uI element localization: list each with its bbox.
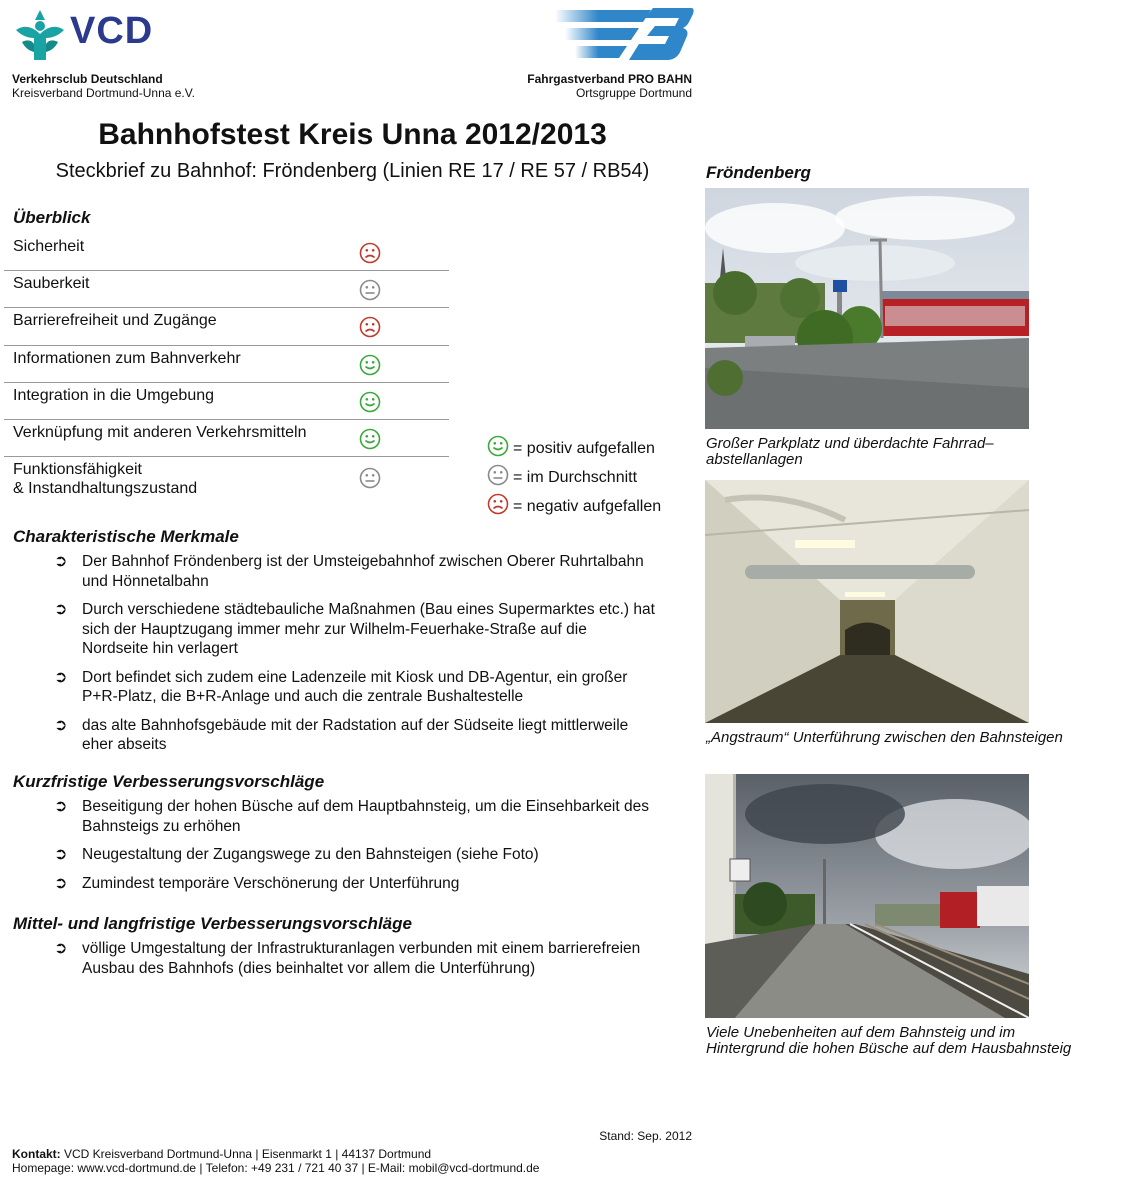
overview-heading: Überblick xyxy=(13,208,91,227)
merkmale-heading: Charakteristische Merkmale xyxy=(13,527,239,546)
overview-row xyxy=(4,308,449,346)
legend-neutral-label: = im Durchschnitt xyxy=(513,468,638,486)
vcd-logo xyxy=(12,8,172,64)
footer-contact-label: Kontakt: xyxy=(12,1147,61,1161)
list-item: ➲ das alte Bahnhofsgebäude mit der Radstation auf der Südseite liegt mittlerweile eher abseits xyxy=(54,716,629,753)
list-item: ➲ völlige Umgestaltung der Infrastrukturanlagen verbunden mit einem barrierefreien Ausbau des Bahnhofs (dies beinhaltet vor allem die Unterführung) xyxy=(54,940,641,977)
overview-row-label: Integration in die Umgebung xyxy=(13,387,215,404)
list-item: ➲ Der Bahnhof Fröndenberg ist der Umsteigebahnhof zwischen Oberer Ruhrtalbahn und Hönnetalbahn xyxy=(54,553,644,590)
overview-row-label: Sauberkeit xyxy=(13,275,90,292)
probahn-logo-icon xyxy=(555,6,695,64)
list-item: ➲ Neugestaltung der Zugangswege zu den Bahnsteigen (siehe Foto) xyxy=(54,846,539,863)
kurzfristig-heading: Kurzfristige Verbesserungsvorschläge xyxy=(13,772,325,791)
arrow-bullet-icon: ➲ xyxy=(54,846,68,863)
overview-row xyxy=(4,457,449,501)
photo-parking-caption: Großer Parkplatz und überdachte Fahrrad– abstellanlagen xyxy=(706,435,994,468)
vcd-org-line1: Verkehrsclub Deutschland xyxy=(12,72,163,86)
neutral-smiley-icon xyxy=(487,464,509,491)
negative-smiley-icon xyxy=(359,242,381,269)
negative-smiley-icon xyxy=(487,493,509,520)
neutral-smiley-icon xyxy=(359,279,381,306)
photo-parking xyxy=(705,188,1029,429)
overview-row xyxy=(4,383,449,420)
vcd-logo-icon xyxy=(12,8,68,62)
vcd-org-line2: Kreisverband Dortmund-Unna e.V. xyxy=(12,86,195,100)
legend-positive-label: = positiv aufgefallen xyxy=(513,439,655,457)
legend-neutral xyxy=(487,464,637,491)
arrow-bullet-icon: ➲ xyxy=(54,940,68,957)
legend-positive xyxy=(487,435,655,462)
overview-row-label: Sicherheit xyxy=(13,238,85,255)
arrow-bullet-icon: ➲ xyxy=(54,601,68,618)
photo-platform-caption: Viele Unebenheiten auf dem Bahnsteig und im Hintergrund die hohen Büsche auf dem Hausbahnsteig xyxy=(706,1024,1072,1057)
merkmale-list xyxy=(54,552,704,764)
overview-row xyxy=(4,271,449,308)
vcd-logo-text: VCD xyxy=(70,10,154,52)
arrow-bullet-icon: ➲ xyxy=(54,798,68,815)
positive-smiley-icon xyxy=(359,391,381,418)
photos-heading: Fröndenberg xyxy=(706,163,811,182)
legend-negative xyxy=(487,493,661,520)
vcd-org-name xyxy=(12,72,195,100)
positive-smiley-icon xyxy=(359,354,381,381)
list-item: ➲ Durch verschiedene städtebauliche Maßnahmen (Bau eines Supermarktes etc.) hat sich der Hauptzugang immer mehr zur Wilhelm-Feuerhake-Straße auf die Nordseite hin verlagert xyxy=(54,601,655,657)
overview-row xyxy=(4,234,449,271)
overview-row-label: Funktionsfähigkeit & Instandhaltungszustand xyxy=(13,461,198,497)
overview-row-label: Informationen zum Bahnverkehr xyxy=(13,350,241,367)
arrow-bullet-icon: ➲ xyxy=(54,668,68,686)
page-subtitle: Steckbrief zu Bahnhof: Fröndenberg (Linien RE 17 / RE 57 / RB54) xyxy=(55,160,650,182)
probahn-org-line2: Ortsgruppe Dortmund xyxy=(575,86,692,100)
arrow-bullet-icon: ➲ xyxy=(54,553,68,570)
positive-smiley-icon xyxy=(359,428,381,455)
positive-smiley-icon xyxy=(487,435,509,462)
probahn-logo xyxy=(555,6,695,64)
list-item: ➲ Dort befindet sich zudem eine Ladenzeile mit Kiosk und DB-Agentur, ein großer P+R-Platz, die B+R-Anlage und auch die zentrale Bushaltestelle xyxy=(54,668,628,705)
footer-contact-line2: Homepage: www.vcd-dortmund.de | Telefon: +49 231 / 721 40 37 | E-Mail: mobil@vcd-dortmund.de xyxy=(12,1161,540,1175)
langfristig-heading: Mittel- und langfristige Verbesserungsvorschläge xyxy=(13,914,412,933)
list-item: ➲ Zumindest temporäre Verschönerung der Unterführung xyxy=(54,874,460,892)
kurzfristig-list xyxy=(54,797,704,902)
stand-date: Stand: Sep. 2012 xyxy=(599,1129,692,1143)
probahn-org-name xyxy=(494,72,692,100)
legend-negative-label: = negativ aufgefallen xyxy=(513,497,662,515)
photo-platform xyxy=(705,774,1029,1018)
overview-row xyxy=(4,346,449,383)
probahn-org-line1: Fahrgastverband PRO BAHN xyxy=(527,72,692,86)
overview-row-label: Verknüpfung mit anderen Verkehrsmitteln xyxy=(13,424,307,441)
footer-contact xyxy=(12,1147,539,1175)
overview-row xyxy=(4,420,449,457)
list-item: ➲ Beseitigung der hohen Büsche auf dem Hauptbahnsteig, um die Einsehbarkeit des Bahnsteigs zu erhöhen xyxy=(54,798,649,835)
overview-row-label: Barrierefreiheit und Zugänge xyxy=(13,312,217,329)
neutral-smiley-icon xyxy=(359,467,381,494)
footer-contact-text: VCD Kreisverband Dortmund-Unna | Eisenmarkt 1 | 44137 Dortmund xyxy=(60,1147,432,1161)
arrow-bullet-icon: ➲ xyxy=(54,716,68,734)
langfristig-list xyxy=(54,939,704,987)
page-title: Bahnhofstest Kreis Unna 2012/2013 xyxy=(98,118,607,151)
photo-underpass-caption: „Angstraum“ Unterführung zwischen den Bahnsteigen xyxy=(706,729,1063,746)
photo-underpass xyxy=(705,480,1029,723)
negative-smiley-icon xyxy=(359,316,381,343)
arrow-bullet-icon: ➲ xyxy=(54,874,68,892)
